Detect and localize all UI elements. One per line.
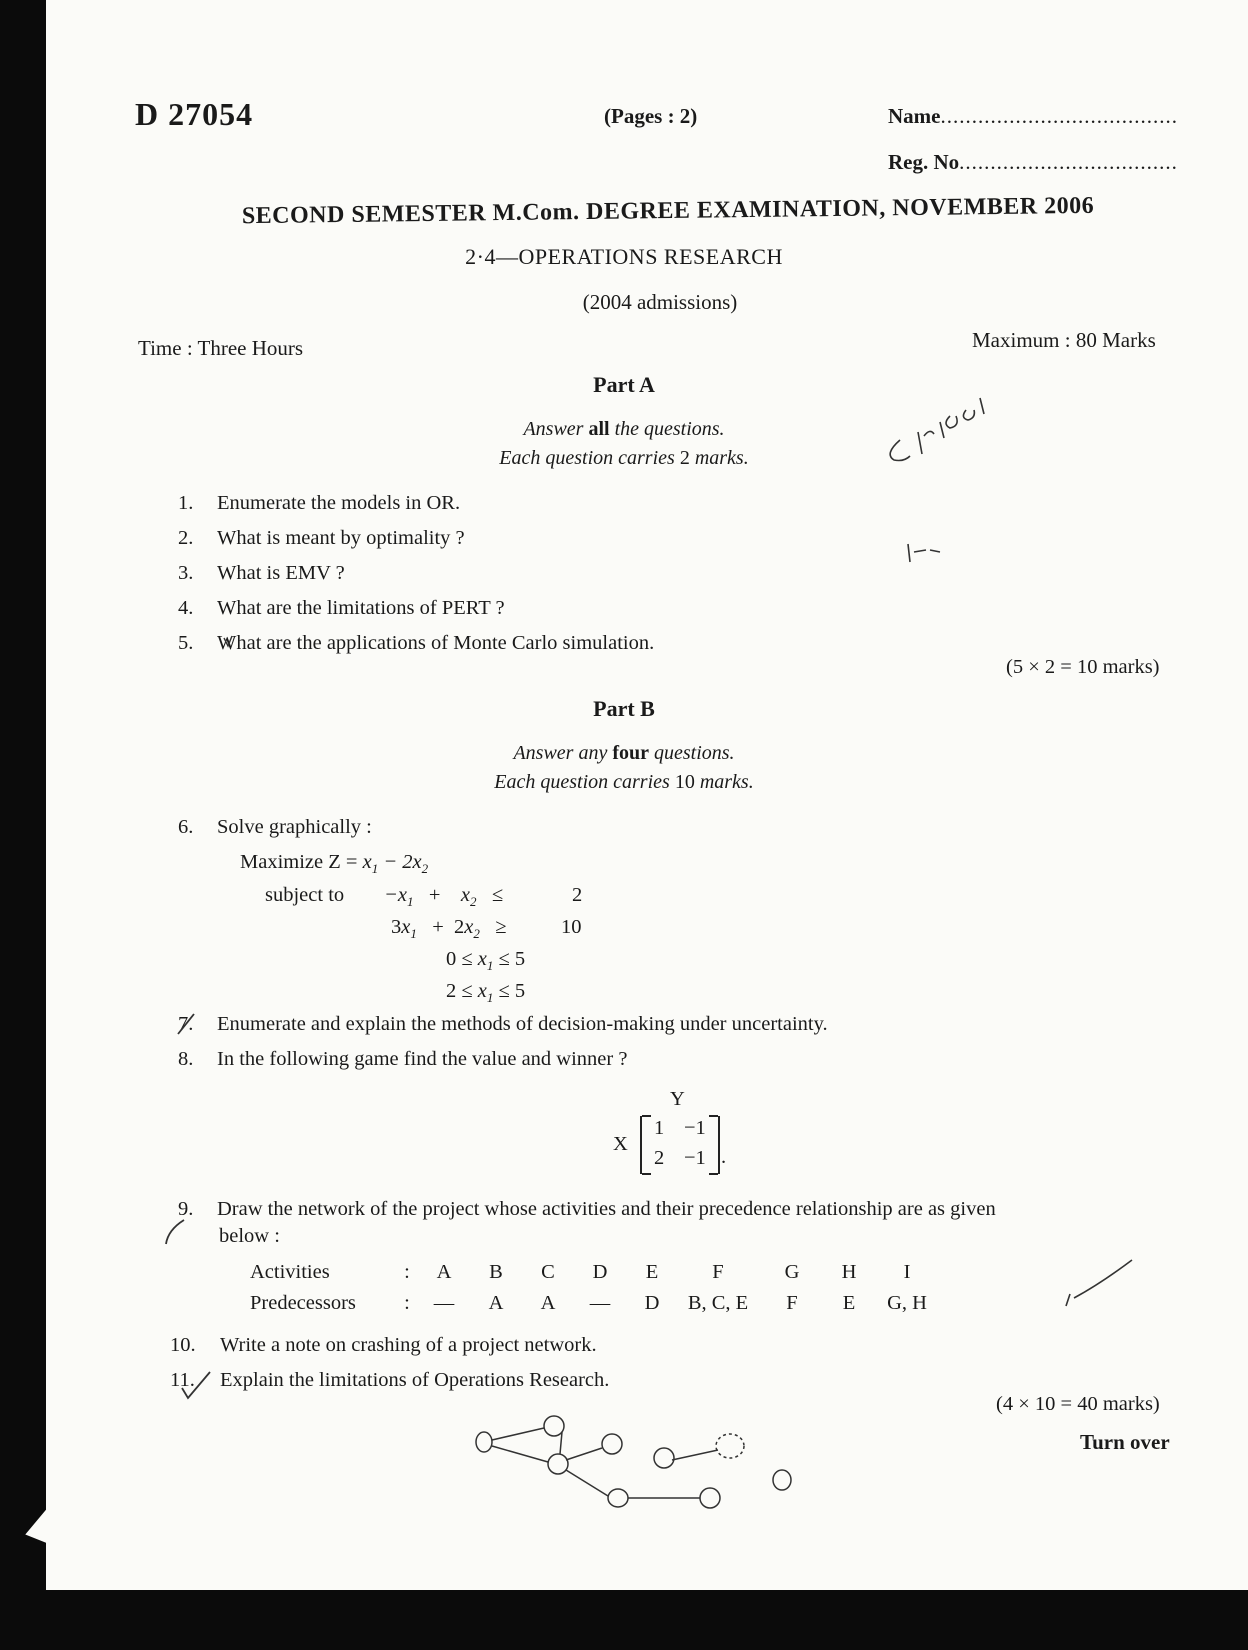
matrix-cell: −1 xyxy=(684,1147,706,1169)
lp-bound-2: $2 \le x_1 \le 5$ xyxy=(446,980,526,1006)
activities-row xyxy=(250,1257,942,1288)
colon: : xyxy=(404,1292,410,1314)
pencil-mark xyxy=(1060,1254,1150,1314)
name-field: Name...................................... xyxy=(888,104,1178,128)
predecessor-cell: D xyxy=(644,1292,660,1314)
turn-over: Turn over xyxy=(1080,1430,1170,1454)
colon: : xyxy=(404,1261,410,1283)
exam-title: SECOND SEMESTER M.Com. DEGREE EXAMINATION, NOVEMBER 2006 xyxy=(241,192,1095,230)
predecessor-cell: F xyxy=(786,1292,798,1314)
activities-label: Activities xyxy=(250,1261,330,1283)
predecessors-label: Predecessors xyxy=(250,1292,356,1314)
lp-objective: Maximize $Z = x_1 - 2x_2$ xyxy=(240,851,429,877)
activity-cell: G xyxy=(784,1261,800,1283)
network-sketch-drawing xyxy=(470,1410,810,1520)
activity-cell: A xyxy=(436,1261,452,1283)
handwritten-note-drawing xyxy=(870,370,1010,470)
part-b-instruction-2: Each question carries 10 marks. xyxy=(494,771,754,793)
predecessor-cell: E xyxy=(842,1292,856,1314)
predecessor-cell: G, H xyxy=(887,1292,927,1314)
predecessors-row xyxy=(250,1288,942,1319)
predecessor-cell: A xyxy=(488,1292,504,1314)
lp-constraint-1-rhs: 2 xyxy=(572,884,583,906)
part-a-instruction-1: Answer all the questions. xyxy=(523,418,725,440)
predecessor-cell: A xyxy=(540,1292,556,1314)
lp-constraint-2-rhs: 10 xyxy=(561,916,582,938)
lp-constraint-1-lhs: $-x_1$ + $x_2$ ≤ xyxy=(384,884,504,910)
tick-mark xyxy=(172,1008,202,1038)
tick-mark xyxy=(176,1368,216,1402)
hand-tick xyxy=(220,588,620,668)
matrix-col-player: Y xyxy=(670,1088,685,1110)
predecessor-cell: B, C, E xyxy=(687,1292,749,1314)
lp-subject-to: subject to xyxy=(265,884,345,906)
tick-mark xyxy=(160,1210,200,1250)
activity-cell: E xyxy=(645,1261,659,1283)
matrix-bracket-right xyxy=(709,1115,718,1175)
activity-cell: C xyxy=(541,1261,555,1283)
part-b-total: (4 × 10 = 40 marks) xyxy=(996,1393,1160,1415)
part-a-total: (5 × 2 = 10 marks) xyxy=(1006,656,1160,678)
activity-cell: F xyxy=(712,1261,724,1283)
matrix-bracket-left xyxy=(642,1115,651,1175)
pencil-mark xyxy=(900,540,960,570)
part-a-heading: Part A xyxy=(593,372,655,397)
predecessor-cell: — xyxy=(589,1292,611,1314)
exam-admissions: (2004 admissions) xyxy=(582,290,738,314)
part-b-heading: Part B xyxy=(593,696,655,721)
matrix-end-period: . xyxy=(721,1146,727,1168)
max-marks: Maximum : 80 Marks xyxy=(972,328,1156,352)
regno-field: Reg. No................................... xyxy=(888,150,1178,174)
question-9-line-2: below : xyxy=(219,1225,280,1247)
matrix-row-player: X xyxy=(613,1133,628,1155)
part-a-instruction-2: Each question carries 2 marks. xyxy=(499,447,749,469)
matrix-cell: −1 xyxy=(684,1117,706,1139)
predecessor-cell: — xyxy=(433,1292,455,1314)
lp-constraint-2-lhs: $3x_1$ + $2x_2$ ≥ xyxy=(391,916,507,942)
game-matrix xyxy=(640,1116,720,1174)
page-count: (Pages : 2) xyxy=(604,104,698,128)
activity-cell: I xyxy=(903,1261,911,1283)
paper-code: D 27054 xyxy=(135,96,254,132)
activity-cell: B xyxy=(489,1261,503,1283)
matrix-cell: 1 xyxy=(654,1117,665,1139)
lp-bound-1: $0 \le x_1 \le 5$ xyxy=(446,948,526,974)
exam-time: Time : Three Hours xyxy=(138,336,304,360)
matrix-cell: 2 xyxy=(654,1147,665,1169)
activities-table xyxy=(250,1257,942,1319)
activity-cell: D xyxy=(592,1261,608,1283)
activity-cell: H xyxy=(841,1261,857,1283)
exam-subject: 2·4—OPERATIONS RESEARCH xyxy=(465,244,783,269)
part-b-instruction-1: Answer any four questions. xyxy=(513,742,735,764)
